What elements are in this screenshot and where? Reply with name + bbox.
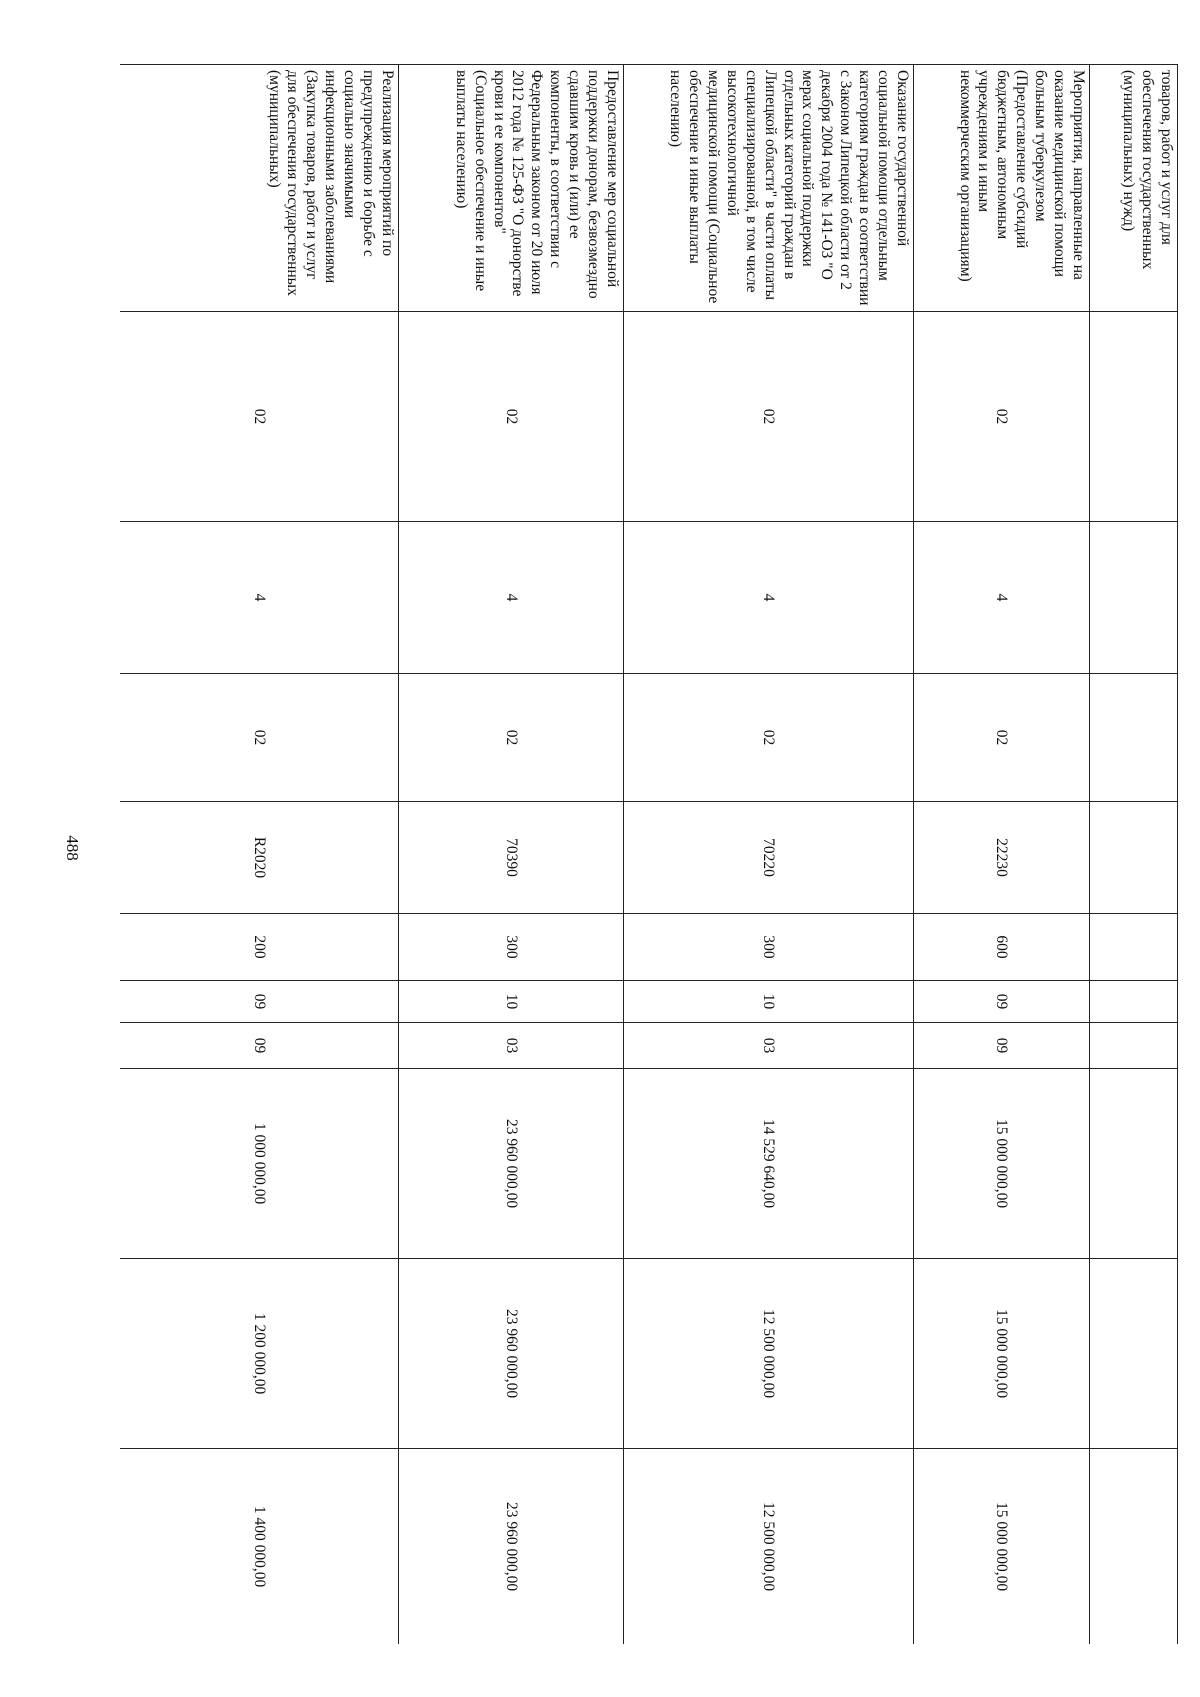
row-description: Мероприятия, направленные на оказание медицинской помощи больным туберкулезом (Предоставление субсидий бюджетным, автономным учреждениям и иным некоммерческим организациям) (914, 65, 1090, 312)
budget-table (120, 64, 1178, 1644)
table-row (399, 65, 624, 1645)
cell-program: 02 (120, 312, 399, 522)
cell-program (1090, 312, 1178, 522)
cell-subsection: 03 (624, 1023, 914, 1069)
cell-subprogram: 4 (120, 522, 399, 674)
cell-main-activity (1090, 674, 1178, 802)
cell-amount-year-1: 23 960 000,00 (399, 1069, 624, 1259)
cell-expense-type (1090, 914, 1178, 981)
cell-main-activity: 02 (624, 674, 914, 802)
budget-table-container (120, 64, 1178, 1644)
cell-amount-year-1: 15 000 000,00 (914, 1069, 1090, 1259)
cell-subsection: 09 (120, 1023, 399, 1069)
cell-amount-year-1 (1090, 1069, 1178, 1259)
cell-amount-year-3: 12 500 000,00 (624, 1449, 914, 1645)
cell-subprogram: 4 (624, 522, 914, 674)
cell-main-activity: 02 (399, 674, 624, 802)
row-description: Оказание государственной социальной помощи отдельным категориям граждан в соответствии с Законом Липецкой области от 2 декабря 2004 года № 141-ОЗ "О мерах социальной поддержки отдельных категорий граждан в Липецкой области" в части оплаты специализированной, в том числе высокотехнологичной медицинской помощи (Социальное обеспечение и иные выплаты населению) (624, 65, 914, 312)
row-description: Предоставление мер социальной поддержки донорам, безвозмездно сдавшим кровь и (или) ее компоненты, в соответствии с Федеральным законом от 20 июля 2012 года № 125-ФЗ "О донорстве крови и ее компонентов" (Социальное обеспечение и иные выплаты населению) (399, 65, 624, 312)
table-row (120, 65, 399, 1645)
row-description: товаров, работ и услуг для обеспечения государственных (муниципальных) нужд) (1090, 65, 1178, 312)
cell-main-activity: 02 (914, 674, 1090, 802)
cell-expense-type: 300 (624, 914, 914, 981)
cell-amount-year-2: 12 500 000,00 (624, 1259, 914, 1449)
table-row (914, 65, 1090, 1645)
cell-program: 02 (624, 312, 914, 522)
cell-subsection (1090, 1023, 1178, 1069)
cell-amount-year-3: 1 400 000,00 (120, 1449, 399, 1645)
table-row (1090, 65, 1178, 1645)
cell-section: 10 (624, 981, 914, 1023)
cell-expense-type: 600 (914, 914, 1090, 981)
cell-direction: R2020 (120, 802, 399, 914)
cell-program: 02 (399, 312, 624, 522)
cell-subprogram: 4 (914, 522, 1090, 674)
cell-main-activity: 02 (120, 674, 399, 802)
cell-expense-type: 200 (120, 914, 399, 981)
cell-section: 10 (399, 981, 624, 1023)
cell-amount-year-2: 1 200 000,00 (120, 1259, 399, 1449)
table-row (624, 65, 914, 1645)
cell-amount-year-1: 14 529 640,00 (624, 1069, 914, 1259)
cell-subsection: 09 (914, 1023, 1090, 1069)
cell-subprogram (1090, 522, 1178, 674)
cell-expense-type: 300 (399, 914, 624, 981)
cell-amount-year-2 (1090, 1259, 1178, 1449)
cell-direction: 70390 (399, 802, 624, 914)
cell-direction: 70220 (624, 802, 914, 914)
page-number: 488 (63, 835, 82, 861)
cell-subsection: 03 (399, 1023, 624, 1069)
cell-amount-year-2: 15 000 000,00 (914, 1259, 1090, 1449)
cell-subprogram: 4 (399, 522, 624, 674)
cell-amount-year-1: 1 000 000,00 (120, 1069, 399, 1259)
cell-amount-year-3: 23 960 000,00 (399, 1449, 624, 1645)
cell-direction (1090, 802, 1178, 914)
cell-amount-year-3: 15 000 000,00 (914, 1449, 1090, 1645)
row-description: Реализация мероприятий по предупреждению и борьбе с социально значимыми инфекционными заболеваниями (Закупка товаров, работ и услуг для обеспечения государственных (муниципальных) (120, 65, 399, 312)
cell-section: 09 (120, 981, 399, 1023)
cell-amount-year-3 (1090, 1449, 1178, 1645)
cell-amount-year-2: 23 960 000,00 (399, 1259, 624, 1449)
cell-section (1090, 981, 1178, 1023)
cell-direction: 22230 (914, 802, 1090, 914)
cell-program: 02 (914, 312, 1090, 522)
cell-section: 09 (914, 981, 1090, 1023)
